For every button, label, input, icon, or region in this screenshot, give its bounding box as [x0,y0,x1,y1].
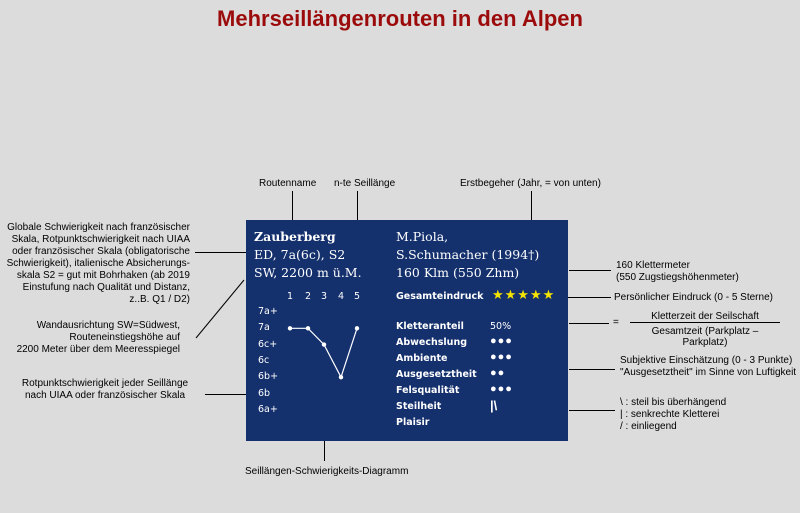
grade-tick-label: 6c+ [258,338,278,350]
annotation-line: Skala, Rotpunktschwierigkeit nach UIAA [11,234,190,245]
pitch-number: 5 [354,291,361,302]
pitch-line [290,328,357,377]
annotation-line: Einstufung nach Qualität und Distanz, [22,282,190,293]
rating-dots: ●●● [490,351,513,363]
connector-wandausrichtung [196,280,244,338]
kletterzeit-numerator: Kletterzeit der Seilschaft [630,311,780,323]
route-name: Zauberberg [254,229,336,244]
route-exposure: SW, 2200 m ü.M. [254,265,362,280]
pitch-point [306,326,310,330]
steilheit-label: Steilheit [396,401,442,412]
route-card [246,220,568,441]
pitch-number: 2 [305,291,312,302]
grade-tick-label: 6b [258,387,271,399]
rating-dots: ●●● [490,383,513,395]
diagramm-annotation: Seillängen-Schwierigkeits-Diagramm [245,466,409,477]
equals-sign: = [613,317,619,328]
star-rating: ★★★★★ [492,287,556,302]
annotation-line: 160 Klettermeter [616,260,690,271]
first-ascent-line1: M.Piola, [396,229,449,244]
pitch-point [322,342,326,346]
rating-dots: ●● [490,367,506,379]
rating-dots: ●●● [490,335,513,347]
pitch-number: 4 [338,291,345,302]
kletteranteil-value: 50% [490,321,512,332]
routenname-annotation: Routenname [259,178,317,189]
nte-seillaenge-annotation: n-te Seillänge [334,178,396,189]
kletteranteil-label: Kletteranteil [396,321,464,332]
annotation-line: Globale Schwierigkeit nach französischer [7,222,190,233]
route-length: 160 Klm (550 Zhm) [396,265,520,280]
pitch-number: 1 [287,291,294,302]
annotation-line: "Ausgesetztheit" im Sinne von Luftigkeit [620,367,797,378]
annotation-line: / : einliegend [620,421,677,432]
annotation-line: 2200 Meter über dem Meeresspiegel [16,344,180,355]
annotation-line: (550 Zugstiegshöhenmeter) [616,272,739,283]
grade-tick-label: 6c [258,354,270,366]
page-title: Mehrseillängenrouten in den Alpen [217,6,583,31]
annotation-line: \ : steil bis überhängend [620,397,727,408]
grade-tick-label: 6b+ [258,371,279,383]
annotation-line: oder französischer Skala (obligatorische [12,246,190,257]
grade-tick-label: 7a [258,322,270,334]
gesamteindruck-label: Gesamteindruck [396,291,484,302]
route-grade: ED, 7a(6c), S2 [254,247,346,262]
rating-label: Abwechslung [396,337,468,348]
pitch-point [288,326,292,330]
annotation-line: skala S2 = gut mit Bohrhaken (ab 2019 [16,270,190,281]
annotation-line: Subjektive Einschätzung (0 - 3 Punkte) [620,355,793,366]
pitch-number: 3 [321,291,328,302]
plaisir-label: Plaisir [396,417,430,428]
pitch-point [339,375,343,379]
steilheit-value: |\ [490,398,498,413]
annotation-line: Rotpunktschwierigkeit jeder Seillänge [21,378,189,389]
persoenlich-annotation: Persönlicher Eindruck (0 - 5 Sterne) [614,292,773,303]
rating-label: Ambiente [396,353,448,364]
annotation-line: Wandausrichtung SW=Südwest, [36,320,180,331]
first-ascent-line2: S.Schumacher (1994†) [396,247,540,262]
annotation-line: Routeneinstiegshöhe auf [69,332,180,343]
kletterzeit-denominator: Gesamtzeit (Parkplatz – Parkplatz) [651,326,759,348]
rating-label: Ausgesetztheit [396,369,477,380]
annotation-line: z..B. Q1 / D2) [129,294,190,305]
grade-tick-label: 6a+ [258,403,278,415]
annotation-line: Schwierigkeit), italienische Absicherungs- [6,258,190,269]
grade-tick-label: 7a+ [258,306,278,317]
pitch-difficulty-chart [246,220,568,441]
annotation-line: nach UIAA oder französischer Skala [24,390,186,401]
rating-label: Felsqualität [396,385,460,396]
erstbegeher-annotation: Erstbegeher (Jahr, = von unten) [460,178,601,189]
annotation-line: | : senkrechte Kletterei [620,409,720,420]
pitch-point [355,326,359,330]
